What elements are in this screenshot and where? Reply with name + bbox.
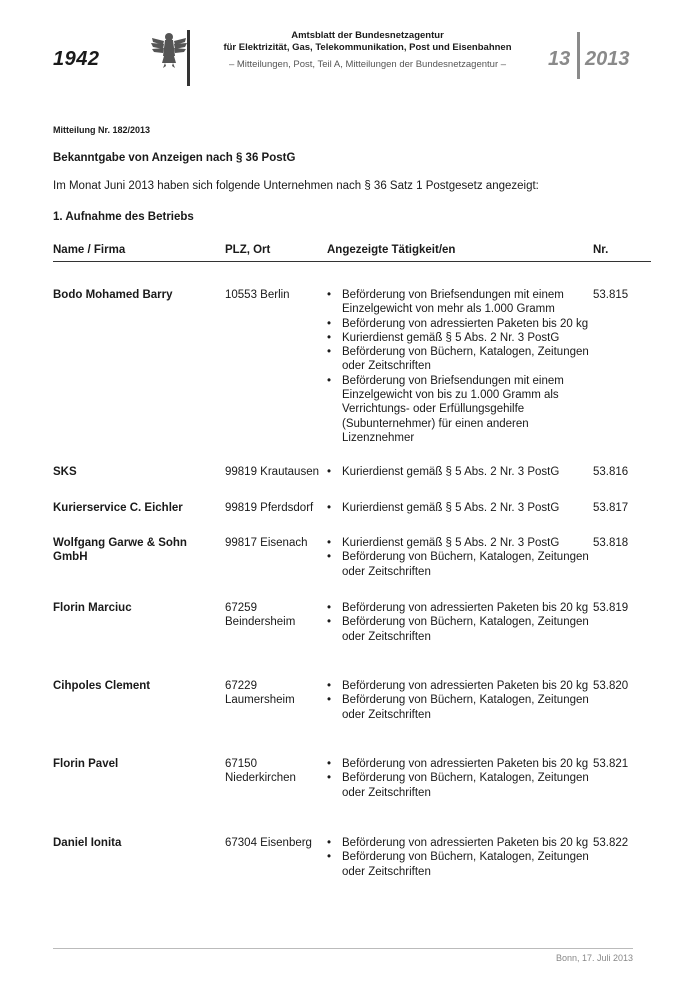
company-place: 67150 Niederkirchen xyxy=(225,758,296,785)
company-name: Wolfgang Garwe & Sohn GmbH xyxy=(53,537,187,564)
activity-item: • Beförderung von Büchern, Katalogen, Zeitungen oder Zeitschriften xyxy=(327,345,597,374)
registration-number: 53.816 xyxy=(593,466,629,478)
activity-list xyxy=(327,501,597,515)
activity-item: • Beförderung von adressierten Paketen bis 20 kg xyxy=(327,836,597,850)
activity-item: • Beförderung von Büchern, Katalogen, Zeitungen oder Zeitschriften xyxy=(327,850,597,879)
activity-item: • Kurierdienst gemäß § 5 Abs. 2 Nr. 3 PostG xyxy=(327,501,597,515)
issue-number: 13 xyxy=(548,48,571,70)
page-number: 1942 xyxy=(53,48,100,70)
notice-heading: Bekanntgabe von Anzeigen nach § 36 PostG xyxy=(53,152,296,164)
company-name: Kurierservice C. Eichler xyxy=(53,502,183,514)
section-heading: 1. Aufnahme des Betriebs xyxy=(53,211,194,223)
registration-number: 53.815 xyxy=(593,289,629,301)
footer-rule xyxy=(53,948,633,949)
company-place: 99819 Krautausen xyxy=(225,466,319,478)
registration-number: 53.818 xyxy=(593,537,629,549)
registration-number: 53.821 xyxy=(593,758,629,770)
activity-item: • Beförderung von Briefsendungen mit einem Einzelgewicht von mehr als 1.000 Gramm xyxy=(327,288,597,317)
activity-item: • Beförderung von Büchern, Katalogen, Zeitungen oder Zeitschriften xyxy=(327,550,597,579)
activity-item: • Beförderung von Büchern, Katalogen, Zeitungen oder Zeitschriften xyxy=(327,693,597,722)
table-header-rule xyxy=(53,261,651,262)
column-header-place: PLZ, Ort xyxy=(225,244,271,256)
activity-list xyxy=(327,465,597,479)
company-name: SKS xyxy=(53,466,77,478)
journal-title-line1: Amtsblatt der Bundesnetzagentur xyxy=(291,30,444,41)
activity-item: • Kurierdienst gemäß § 5 Abs. 2 Nr. 3 PostG xyxy=(327,465,597,479)
activity-item: • Beförderung von Briefsendungen mit einem Einzelgewicht von bis zu 1.000 Gramm als Verrichtungs- oder Erfüllungsgehilfe (Subunternehmer) für einen anderen Lizenznehmer xyxy=(327,374,597,445)
company-place: 67304 Eisenberg xyxy=(225,837,312,849)
notice-intro: Im Monat Juni 2013 haben sich folgende Unternehmen nach § 36 Satz 1 Postgesetz angezeigt: xyxy=(53,180,539,192)
activity-item: • Beförderung von adressierten Paketen bis 20 kg xyxy=(327,679,597,693)
table-header xyxy=(53,244,651,262)
company-place: 10553 Berlin xyxy=(225,289,290,301)
company-name: Cihpoles Clement xyxy=(53,680,151,692)
company-name: Florin Pavel xyxy=(53,758,119,770)
column-header-nr: Nr. xyxy=(593,244,609,256)
registration-number: 53.820 xyxy=(593,680,629,692)
issue-divider xyxy=(577,32,580,79)
activity-list xyxy=(327,536,597,579)
company-place: 67259 Beindersheim xyxy=(225,602,296,629)
activity-item: • Beförderung von adressierten Paketen bis 20 kg xyxy=(327,601,597,615)
activity-list xyxy=(327,288,597,445)
activity-list xyxy=(327,757,597,800)
activity-item: • Beförderung von adressierten Paketen bis 20 kg xyxy=(327,317,597,331)
activity-list xyxy=(327,679,597,722)
registration-number: 53.822 xyxy=(593,837,629,849)
company-place: 99817 Eisenach xyxy=(225,537,308,549)
federal-eagle-icon xyxy=(150,30,188,70)
company-place: 67229 Laumersheim xyxy=(225,680,295,707)
activity-item: • Kurierdienst gemäß § 5 Abs. 2 Nr. 3 PostG xyxy=(327,331,597,345)
notice-number: Mitteilung Nr. 182/2013 xyxy=(53,125,151,135)
activity-list xyxy=(327,836,597,879)
header-titles xyxy=(200,30,535,70)
company-name: Florin Marciuc xyxy=(53,602,132,614)
company-place: 99819 Pferdsdorf xyxy=(225,502,314,514)
footer-date: Bonn, 17. Juli 2013 xyxy=(555,953,633,963)
activity-item: • Beförderung von adressierten Paketen bis 20 kg xyxy=(327,757,597,771)
issue-year: 2013 xyxy=(585,48,630,70)
company-name: Daniel Ionita xyxy=(53,837,122,849)
journal-subtitle: – Mitteilungen, Post, Teil A, Mitteilungen der Bundesnetzagentur – xyxy=(228,59,507,70)
company-name: Bodo Mohamed Barry xyxy=(53,289,173,301)
activity-item: • Beförderung von Büchern, Katalogen, Zeitungen oder Zeitschriften xyxy=(327,615,597,644)
column-header-activity: Angezeigte Tätigkeit/en xyxy=(327,244,456,256)
journal-title-line2: für Elektrizität, Gas, Telekommunikation, Post und Eisenbahnen xyxy=(223,41,512,53)
activity-list xyxy=(327,601,597,644)
activity-item: • Kurierdienst gemäß § 5 Abs. 2 Nr. 3 PostG xyxy=(327,536,597,550)
activity-item: • Beförderung von Büchern, Katalogen, Zeitungen oder Zeitschriften xyxy=(327,771,597,800)
registration-number: 53.819 xyxy=(593,602,629,614)
column-header-name: Name / Firma xyxy=(53,244,126,256)
registration-number: 53.817 xyxy=(593,502,629,514)
header-divider xyxy=(187,30,190,86)
